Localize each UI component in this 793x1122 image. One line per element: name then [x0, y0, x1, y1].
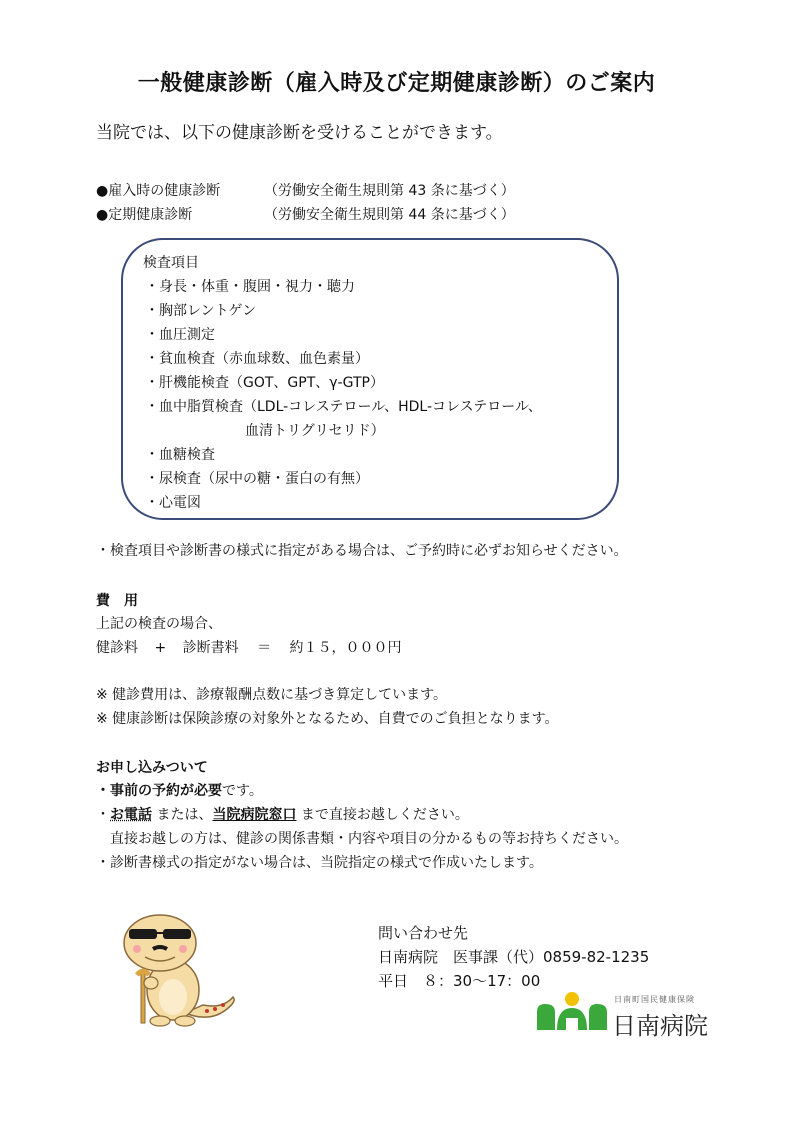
- equals-sign: ＝: [257, 640, 272, 656]
- booking-note: ・検査項目や診断書の様式に指定がある場合は、ご予約時に必ずお知らせください。: [96, 543, 628, 559]
- exam-item: ・血圧測定: [145, 327, 215, 343]
- exam-type-label: ●雇入時の健康診断: [96, 183, 221, 199]
- phone-method: お電話: [110, 807, 152, 823]
- exam-type-label: ●定期健康診断: [96, 207, 193, 223]
- application-line-contact: ・お電話 または、当院病院窓口 まで直接お越しください。: [96, 807, 469, 823]
- application-line-bring: 直接お越しの方は、健診の関係書類・内容や項目の分かるもの等お持ちください。: [110, 831, 628, 847]
- contact-heading: 問い合わせ先: [378, 924, 469, 942]
- exam-item: ・尿検査（尿中の糖・蛋白の有無）: [145, 471, 369, 487]
- plus-sign: +: [154, 640, 167, 656]
- exam-item: ・身長・体重・腹囲・視力・聴力: [145, 279, 355, 295]
- cost-intro: 上記の検査の場合、: [96, 616, 222, 632]
- application-heading: お申し込みついて: [96, 760, 208, 776]
- logo-subtitle: 日南町国民健康保険: [614, 995, 695, 1004]
- contact-phone: 日南病院 医事課（代）0859-82-1235: [378, 948, 650, 966]
- exam-type-law: （労働安全衛生規則第 43 条に基づく）: [264, 183, 515, 199]
- cost-note: ※ 健診費用は、診療報酬点数に基づき算定しています。: [96, 687, 448, 703]
- hospital-window: 当院病院窓口: [212, 807, 297, 823]
- exam-type-law: （労働安全衛生規則第 44 条に基づく）: [264, 207, 515, 223]
- cost-note: ※ 健康診断は保険診療の対象外となるため、自費でのご負担となります。: [96, 711, 559, 727]
- fee-certificate: 診断書料: [182, 640, 239, 656]
- contact-hours: 平日 ８：30～17：00: [378, 972, 541, 990]
- hospital-logo-icon: [535, 990, 610, 1032]
- fee-total: 約１５，０００円: [289, 640, 402, 656]
- cost-formula: [96, 637, 402, 657]
- reservation-required: 事前の予約が必要: [110, 783, 222, 799]
- exam-item: ・肝機能検査（GOT、GPT、γ-GTP）: [145, 375, 384, 391]
- intro-text: 当院では、以下の健康診断を受けることができます。: [96, 123, 503, 143]
- exam-item: ・胸部レントゲン: [145, 303, 257, 319]
- exam-type-periodic: [96, 204, 515, 224]
- exam-items-heading: 検査項目: [143, 255, 199, 271]
- fee-exam: 健診料: [96, 640, 138, 656]
- page-title: 一般健康診断（雇入時及び定期健康診断）のご案内: [137, 71, 656, 96]
- exam-item: ・心電図: [145, 495, 201, 511]
- logo-name: 日南病院: [612, 1012, 708, 1040]
- application-line-reservation: ・事前の予約が必要です。: [96, 783, 263, 799]
- mascot-icon: [115, 905, 245, 1030]
- exam-item: ・血中脂質検査（LDL-コレステロール、HDL-コレステロール、: [145, 399, 542, 415]
- cost-heading: 費 用: [96, 593, 138, 609]
- exam-type-hiring: [96, 180, 515, 200]
- exam-item-continuation: 血清トリグリセリド）: [245, 423, 385, 439]
- exam-item: ・貧血検査（赤血球数、血色素量）: [145, 351, 369, 367]
- exam-item: ・血糖検査: [145, 447, 215, 463]
- application-line-format: ・診断書様式の指定がない場合は、当院指定の様式で作成いたします。: [96, 855, 543, 871]
